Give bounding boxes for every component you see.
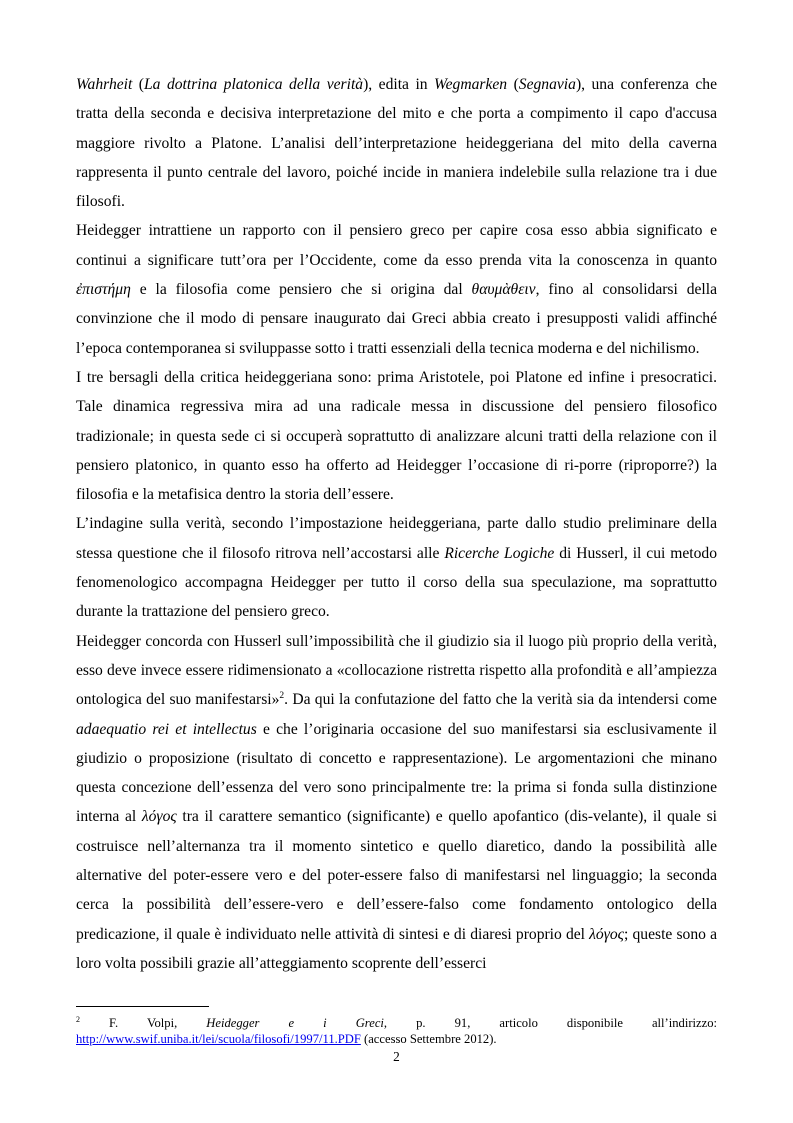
footnote-number: 2: [76, 1014, 80, 1024]
footnote-link[interactable]: http://www.swif.uniba.it/lei/scuola/filosofi/1997/11.PDF: [76, 1031, 361, 1046]
footnote-reference[interactable]: 2: [279, 691, 285, 702]
paragraph: L’indagine sulla verità, secondo l’impostazione heideggeriana, parte dallo studio preliminare della stessa questione che il filosofo ritrova nell’accostarsi alle Ricerche Logiche di Husserl, il cui metodo fenomenologico accompagna Heidegger per tutto il corso della sua speculazione, ma soprattutto durante la trattazione del pensiero greco.: [76, 515, 717, 621]
paragraph: I tre bersagli della critica heideggeriana sono: prima Aristotele, poi Platone ed infine i presocratici. Tale dinamica regressiva mira ad una radicale messa in discussione del pensiero filosofico tradizionale; in questa sede ci si occuperà soprattutto di analizzare alcuni tratti della relazione con il pensiero platonico, in quanto esso ha offerto ad Heidegger l’occasione di ri-porre (riproporre?) la filosofia e la metafisica dentro la storia dell’essere.: [76, 368, 717, 504]
body-text: [76, 70, 717, 978]
footnote-separator: [76, 1006, 209, 1007]
footnote: $^2$ F. Volpi, Heidegger e i Greci, p. 91, articolo disponibile all’indirizzo: http://www.swif.uniba.it/lei/scuola/filosofi/1997/11.PDF (accesso Settembre 2012).: [76, 1014, 717, 1046]
page-number: 2: [393, 1049, 400, 1064]
paragraph: Wahrheit (La dottrina platonica della verità), edita in Wegmarken (Segnavia), una conferenza che tratta della seconda e decisiva interpretazione del mito e che porta a compimento il capo d'accusa maggiore rivolto a Platone. L’analisi dell’interpretazione heideggeriana del mito della caverna rappresenta il punto centrale del lavoro, poiché incide in maniera indelebile sulla relazione tra i due filosofi.: [76, 76, 717, 211]
paragraph: Heidegger intrattiene un rapporto con il pensiero greco per capire cosa esso abbia significato e continui a significare tutt’ora per l’Occidente, come da esso prenda vita la conoscenza in quanto ἐπιστήμη e la filosofia come pensiero che si origina dal θαυμὰθειν, fino al consolidarsi della convinzione che il modo di pensare inaugurato dai Greci abbia creato i presupposti validi affinché l’epoca contemporanea si sviluppasse sotto i tratti essenziali della tecnica moderna e del nichilismo.: [76, 222, 718, 357]
paragraph: Heidegger concorda con Husserl sull’impossibilità che il giudizio sia il luogo più proprio della verità, esso deve invece essere ridimensionato a «collocazione ristretta rispetto alla profondità e all’ampiezza ontologica del suo manifestarsi»$^2$. Da qui la confutazione del fatto che la verità sia da intendersi come adaequatio rei et intellectus e che l’originaria occasione del suo manifestarsi sia esclusivamente il giudizio o proposizione (risultato di concetto e rappresentazione). Le argomentazioni che minano questa concezione dell’essenza del vero sono principalmente tre: la prima si fonda sulla distinzione interna al λόγος tra il carattere semantico (significante) e quello apofantico (dis-velante), il quale si costruisce nell’alternanza tra il momento sintetico e quello diaretico, dando la possibilità alle alternative del poter-essere vero e del poter-essere falso di manifestarsi nel linguaggio; la seconda cerca la possibilità dell’essere-vero e dell’essere-falso come fondamento ontologico della predicazione, il quale è individuato nelle attività di sintesi e di diaresi proprio del λόγος; queste sono a loro volta possibili grazie all’atteggiamento scoprente dell’esserci: [76, 632, 717, 972]
